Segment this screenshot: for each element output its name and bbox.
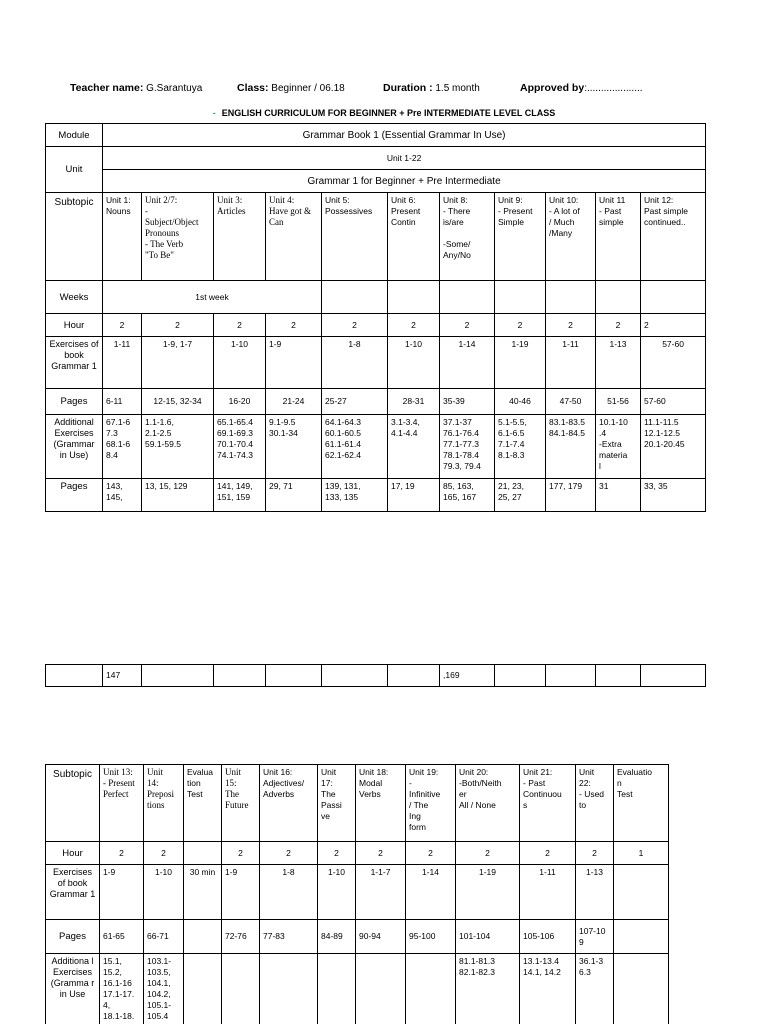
hour2-cell-12: 1 bbox=[614, 842, 669, 865]
exercise2-cell-11: 1-13 bbox=[576, 865, 614, 920]
hour2-cell-4: 2 bbox=[222, 842, 260, 865]
curriculum-table-2 bbox=[45, 764, 669, 1024]
duration-label: Duration : bbox=[383, 82, 433, 94]
additional2-cell-7 bbox=[356, 954, 406, 1024]
pages-cell-10: 51-56 bbox=[596, 389, 641, 415]
subtopic2-cell-3: Evalua tion Test bbox=[184, 765, 222, 842]
continuation-cell-11 bbox=[596, 665, 641, 687]
subtopic-label: Subtopic bbox=[46, 193, 103, 281]
exercise-cell-9: 1-11 bbox=[546, 337, 596, 389]
subtopic2-cell-1: Unit 13: - Present Perfect bbox=[100, 765, 144, 842]
exercise-cell-11: 57-60 bbox=[641, 337, 706, 389]
pages-cell-11: 57-60 bbox=[641, 389, 706, 415]
pages-cell-3: 16-20 bbox=[214, 389, 266, 415]
pages2b-cell-12 bbox=[614, 920, 669, 954]
subtopic-cell-1: Unit 1: Nouns bbox=[103, 193, 142, 281]
subtopic2-cell-7: Unit 18: Modal Verbs bbox=[356, 765, 406, 842]
pages2-cell-4: 29, 71 bbox=[266, 479, 322, 512]
additional2-cell-4 bbox=[222, 954, 260, 1024]
pages2b-cell-2: 66-71 bbox=[144, 920, 184, 954]
class-value: Beginner / 06.18 bbox=[271, 83, 345, 94]
hour2-cell-9: 2 bbox=[456, 842, 520, 865]
hour-cell-8: 2 bbox=[495, 314, 546, 337]
additional2-cell-5 bbox=[260, 954, 318, 1024]
hour-cell-3: 2 bbox=[214, 314, 266, 337]
hour2-cell-10: 2 bbox=[520, 842, 576, 865]
weeks-label: Weeks bbox=[46, 281, 103, 314]
subtopic-cell-7: Unit 8: - There is/are -Some/ Any/No bbox=[440, 193, 495, 281]
exercise2-cell-2: 1-10 bbox=[144, 865, 184, 920]
exercise-cell-6: 1-10 bbox=[388, 337, 440, 389]
additional2-cell-3 bbox=[184, 954, 222, 1024]
pages2-cell-1: 143, 145, bbox=[103, 479, 142, 512]
hour2-cell-3 bbox=[184, 842, 222, 865]
curriculum-table-1 bbox=[45, 123, 706, 512]
pages2b-cell-8: 95-100 bbox=[406, 920, 456, 954]
additional-cell-5: 64.1-64.3 60.1-60.5 61.1-61.4 62.1-62.4 bbox=[322, 415, 388, 479]
additional-cell-11: 11.1-11.5 12.1-12.5 20.1-20.45 bbox=[641, 415, 706, 479]
pages-cell-4: 21-24 bbox=[266, 389, 322, 415]
subtopic2-cell-12: Evaluatio n Test bbox=[614, 765, 669, 842]
additional-cell-4: 9.1-9.5 30.1-34 bbox=[266, 415, 322, 479]
pages-cell-8: 40-46 bbox=[495, 389, 546, 415]
exercise-cell-5: 1-8 bbox=[322, 337, 388, 389]
hour2-cell-1: 2 bbox=[100, 842, 144, 865]
pages2b-cell-5: 77-83 bbox=[260, 920, 318, 954]
pages2-cell-6: 17, 19 bbox=[388, 479, 440, 512]
unit-label: Unit bbox=[46, 147, 103, 193]
additional2-cell-10: 13.1-13.4 14.1, 14.2 bbox=[520, 954, 576, 1024]
pages2-cell-11: 33, 35 bbox=[641, 479, 706, 512]
additional-cell-1: 67.1-6 7.3 68.1-6 8.4 bbox=[103, 415, 142, 479]
pages2b-cell-11: 107-10 9 bbox=[576, 920, 614, 954]
pages2-cell-7: 85, 163, 165, 167 bbox=[440, 479, 495, 512]
pages2b-cell-6: 84-89 bbox=[318, 920, 356, 954]
exercises-row-2 bbox=[46, 865, 669, 920]
subtopic2-cell-11: Unit 22: - Used to bbox=[576, 765, 614, 842]
continuation-cell-12 bbox=[641, 665, 706, 687]
exercises-label-2: Exercises of book Grammar 1 bbox=[46, 865, 100, 920]
additional2-cell-12 bbox=[614, 954, 669, 1024]
hour2-cell-8: 2 bbox=[406, 842, 456, 865]
additional2-cell-9: 81.1-81.3 82.1-82.3 bbox=[456, 954, 520, 1024]
pages2-cell-5: 139, 131, 133, 135 bbox=[322, 479, 388, 512]
exercise2-cell-9: 1-19 bbox=[456, 865, 520, 920]
pages2b-cell-9: 101-104 bbox=[456, 920, 520, 954]
hour-cell-6: 2 bbox=[388, 314, 440, 337]
exercise2-cell-8: 1-14 bbox=[406, 865, 456, 920]
hour-row-2 bbox=[46, 842, 669, 865]
continuation-row bbox=[46, 665, 706, 687]
subtopic-cell-11: Unit 12: Past simple continued.. bbox=[641, 193, 706, 281]
class-label: Class: bbox=[237, 82, 269, 94]
hour2-cell-7: 2 bbox=[356, 842, 406, 865]
exercise-cell-7: 1-14 bbox=[440, 337, 495, 389]
pages2-label: Pages bbox=[46, 479, 103, 512]
subtopic2-cell-5: Unit 16: Adjectives/ Adverbs bbox=[260, 765, 318, 842]
continuation-cell-3 bbox=[142, 665, 214, 687]
approved-by bbox=[520, 82, 643, 94]
pages-cell-6: 28-31 bbox=[388, 389, 440, 415]
module-row bbox=[46, 124, 706, 147]
duration-value: 1.5 month bbox=[435, 83, 480, 94]
module-label: Module bbox=[46, 124, 103, 147]
exercise-cell-2: 1-9, 1-7 bbox=[142, 337, 214, 389]
additional-cell-6: 3.1-3.4, 4.1-4.4 bbox=[388, 415, 440, 479]
pages-row-2 bbox=[46, 920, 669, 954]
subtopic-cell-3: Unit 3: Articles bbox=[214, 193, 266, 281]
pages2-row bbox=[46, 479, 706, 512]
exercise2-cell-4: 1-9 bbox=[222, 865, 260, 920]
hour-label-2: Hour bbox=[46, 842, 100, 865]
subtopic-row bbox=[46, 193, 706, 281]
exercise-cell-10: 1-13 bbox=[596, 337, 641, 389]
additional-cell-2: 1.1-1.6, 2.1-2.5 59.1-59.5 bbox=[142, 415, 214, 479]
exercise-cell-1: 1-11 bbox=[103, 337, 142, 389]
subtopic-cell-10: Unit 11 - Past simple bbox=[596, 193, 641, 281]
pages-cell-2: 12-15, 32-34 bbox=[142, 389, 214, 415]
additional-cell-9: 83.1-83.5 84.1-84.5 bbox=[546, 415, 596, 479]
pages-cell-1: 6-11 bbox=[103, 389, 142, 415]
additional2-cell-2: 103.1- 103.5, 104.1, 104.2, 105.1- 105.4 bbox=[144, 954, 184, 1024]
module-value: Grammar Book 1 (Essential Grammar In Use) bbox=[103, 124, 706, 147]
additional-row bbox=[46, 415, 706, 479]
additional-cell-3: 65.1-65.4 69.1-69.3 70.1-70.4 74.1-74.3 bbox=[214, 415, 266, 479]
class-info bbox=[237, 82, 345, 94]
exercise2-cell-7: 1-1-7 bbox=[356, 865, 406, 920]
additional-label: Additional Exercises (Grammar in Use) bbox=[46, 415, 103, 479]
subtopic-cell-9: Unit 10: - A lot of / Much /Many bbox=[546, 193, 596, 281]
pages-label-2: Pages bbox=[46, 920, 100, 954]
pages2b-cell-4: 72-76 bbox=[222, 920, 260, 954]
duration-info bbox=[383, 82, 480, 94]
subtopic2-cell-9: Unit 20: -Both/Neith er All / None bbox=[456, 765, 520, 842]
additional2-cell-6 bbox=[318, 954, 356, 1024]
hour-cell-7: 2 bbox=[440, 314, 495, 337]
pages-cell-5: 25-27 bbox=[322, 389, 388, 415]
pages2b-cell-10: 105-106 bbox=[520, 920, 576, 954]
continuation-cell-5 bbox=[266, 665, 322, 687]
additional-cell-8: 5.1-5.5, 6.1-6.5 7.1-7.4 8.1-8.3 bbox=[495, 415, 546, 479]
weeks-row bbox=[46, 281, 706, 314]
pages-cell-9: 47-50 bbox=[546, 389, 596, 415]
additional2-cell-8 bbox=[406, 954, 456, 1024]
hour-cell-1: 2 bbox=[103, 314, 142, 337]
pages2b-cell-7: 90-94 bbox=[356, 920, 406, 954]
teacher-name bbox=[70, 82, 202, 94]
approved-label: Approved by bbox=[520, 82, 585, 94]
continuation-cell-7 bbox=[388, 665, 440, 687]
continuation-cell-10 bbox=[546, 665, 596, 687]
teacher-value: G.Sarantuya bbox=[146, 83, 203, 94]
continuation-cell-8: ,169 bbox=[440, 665, 495, 687]
additional2-cell-1: 15.1, 15.2, 16.1-16 17.1-17. 4, 18.1-18. bbox=[100, 954, 144, 1024]
exercise2-cell-12 bbox=[614, 865, 669, 920]
pages-label: Pages bbox=[46, 389, 103, 415]
hour-cell-11: 2 bbox=[641, 314, 706, 337]
teacher-label: Teacher name: bbox=[70, 82, 144, 94]
exercises-row bbox=[46, 337, 706, 389]
subtopic2-cell-2: Unit 14: Preposi tions bbox=[144, 765, 184, 842]
unit-book: Grammar 1 for Beginner + Pre Intermediate bbox=[103, 170, 706, 193]
approved-value: :.................... bbox=[584, 83, 643, 94]
exercise2-cell-5: 1-8 bbox=[260, 865, 318, 920]
unit-book-row bbox=[46, 170, 706, 193]
exercise-cell-4: 1-9 bbox=[266, 337, 322, 389]
title-text: ENGLISH CURRICULUM FOR BEGINNER + Pre INTERMEDIATE LEVEL CLASS bbox=[221, 108, 556, 118]
exercise2-cell-3: 30 min bbox=[184, 865, 222, 920]
subtopic2-cell-10: Unit 21: - Past Continuou s bbox=[520, 765, 576, 842]
pages2-cell-3: 141, 149, 151, 159 bbox=[214, 479, 266, 512]
subtopic2-cell-4: Unit 15: The Future bbox=[222, 765, 260, 842]
hour2-cell-5: 2 bbox=[260, 842, 318, 865]
pages2b-cell-1: 61-65 bbox=[100, 920, 144, 954]
continuation-cell-1 bbox=[46, 665, 103, 687]
subtopic-cell-2: Unit 2/7: - Subject/Object Pronouns - The Verb "To Be" bbox=[142, 193, 214, 281]
hour-label: Hour bbox=[46, 314, 103, 337]
subtopic2-cell-8: Unit 19: - Infinitive / The Ing form bbox=[406, 765, 456, 842]
subtopic2-cell-6: Unit 17: The Passi ve bbox=[318, 765, 356, 842]
pages2-cell-9: 177, 179 bbox=[546, 479, 596, 512]
exercise2-cell-10: 1-11 bbox=[520, 865, 576, 920]
unit-range: Unit 1-22 bbox=[103, 147, 706, 170]
continuation-cell-9 bbox=[495, 665, 546, 687]
subtopic-cell-5: Unit 5: Possessives bbox=[322, 193, 388, 281]
continuation-cell-2: 147 bbox=[103, 665, 142, 687]
hour-cell-9: 2 bbox=[546, 314, 596, 337]
additional-cell-7: 37.1-37 76.1-76.4 77.1-77.3 78.1-78.4 79.3, 79.4 bbox=[440, 415, 495, 479]
weeks-value: 1st week bbox=[103, 281, 322, 314]
hour-cell-10: 2 bbox=[596, 314, 641, 337]
continuation-cell-4 bbox=[214, 665, 266, 687]
subtopic-label-2: Subtopic bbox=[46, 765, 100, 842]
pages2-cell-10: 31 bbox=[596, 479, 641, 512]
subtopic-cell-4: Unit 4: Have got & Can bbox=[266, 193, 322, 281]
hour-cell-2: 2 bbox=[142, 314, 214, 337]
hour-cell-4: 2 bbox=[266, 314, 322, 337]
additional-row-2 bbox=[46, 954, 669, 1024]
subtopic-cell-6: Unit 6: Present Contin bbox=[388, 193, 440, 281]
exercise-cell-8: 1-19 bbox=[495, 337, 546, 389]
subtopic-row-2 bbox=[46, 765, 669, 842]
hour2-cell-11: 2 bbox=[576, 842, 614, 865]
continuation-table bbox=[45, 664, 706, 687]
subtopic-cell-8: Unit 9: - Present Simple bbox=[495, 193, 546, 281]
pages2-cell-2: 13, 15, 129 bbox=[142, 479, 214, 512]
exercise-cell-3: 1-10 bbox=[214, 337, 266, 389]
document-title bbox=[0, 108, 768, 118]
hour-row bbox=[46, 314, 706, 337]
unit-row bbox=[46, 147, 706, 170]
exercises-label: Exercises of book Grammar 1 bbox=[46, 337, 103, 389]
hour2-cell-6: 2 bbox=[318, 842, 356, 865]
additional2-cell-11: 36.1-3 6.3 bbox=[576, 954, 614, 1024]
additional-label-2: Additiona l Exercises (Gramma r in Use bbox=[46, 954, 100, 1024]
exercise2-cell-6: 1-10 bbox=[318, 865, 356, 920]
additional-cell-10: 10.1-10 .4 -Extra materia l bbox=[596, 415, 641, 479]
pages-cell-7: 35-39 bbox=[440, 389, 495, 415]
continuation-cell-6 bbox=[322, 665, 388, 687]
hour2-cell-2: 2 bbox=[144, 842, 184, 865]
pages-row bbox=[46, 389, 706, 415]
exercise2-cell-1: 1-9 bbox=[100, 865, 144, 920]
hour-cell-5: 2 bbox=[322, 314, 388, 337]
pages2b-cell-3 bbox=[184, 920, 222, 954]
title-dash: - bbox=[212, 108, 216, 118]
pages2-cell-8: 21, 23, 25, 27 bbox=[495, 479, 546, 512]
